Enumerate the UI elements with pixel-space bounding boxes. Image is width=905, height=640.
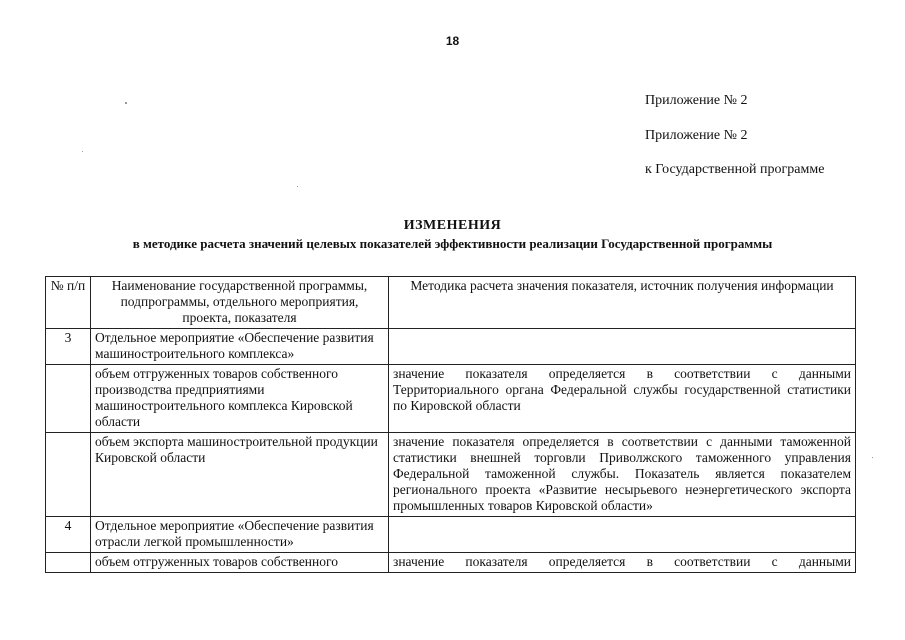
- document-title: ИЗМЕНЕНИЯ: [403, 218, 502, 233]
- row-method: значение показателя определяется в соответствии с данными Территориального органа Федеральной службы государственной статистики по Кировской области: [389, 365, 856, 433]
- row-method: значение показателя определяется в соответствии с данными таможенной статистики внешней торговли Приволжского таможенного управления Федеральной таможенной службы. Показатель является показателем регионального проекта «Развитие несырьевого неэнергетического экспорта промышленных товаров Кировской области»: [389, 433, 856, 517]
- appendix-line-2: Приложение № 2: [645, 128, 748, 143]
- table-row: [46, 433, 856, 517]
- row-num: [46, 553, 91, 573]
- scan-speck: [872, 457, 873, 458]
- row-num: [46, 365, 91, 433]
- table-row: [46, 553, 856, 573]
- changes-table: [45, 276, 856, 573]
- row-name: объем отгруженных товаров собственного производства предприятиями машиностроительного комплекса Кировской области: [91, 365, 389, 433]
- row-method: [389, 329, 856, 365]
- row-num: 4: [46, 517, 91, 553]
- table-row: [46, 329, 856, 365]
- table-header-row: [46, 277, 856, 329]
- header-name: Наименование государственной программы, подпрограммы, отдельного мероприятия, проекта, показателя: [91, 277, 389, 329]
- row-name: объем экспорта машиностроительной продукции Кировской области: [91, 433, 389, 517]
- row-num: 3: [46, 329, 91, 365]
- row-name: Отдельное мероприятие «Обеспечение развития машиностроительного комплекса»: [91, 329, 389, 365]
- page-number: 18: [445, 34, 460, 48]
- document-subtitle: в методике расчета значений целевых показателей эффективности реализации Государственной программы: [132, 236, 773, 251]
- table-row: [46, 365, 856, 433]
- appendix-line-1: Приложение № 2: [645, 93, 748, 108]
- table-row: [46, 517, 856, 553]
- header-num: № п/п: [46, 277, 91, 329]
- row-name: объем отгруженных товаров собственного: [91, 553, 389, 573]
- header-method: Методика расчета значения показателя, источник получения информации: [389, 277, 856, 329]
- row-method: [389, 517, 856, 553]
- row-method: значение показателя определяется в соответствии с данными: [389, 553, 856, 573]
- appendix-line-3: к Государственной программе: [645, 162, 825, 177]
- scan-speck: [297, 186, 298, 187]
- row-name: Отдельное мероприятие «Обеспечение развития отрасли легкой промышленности»: [91, 517, 389, 553]
- scan-speck: [125, 102, 127, 104]
- row-num: [46, 433, 91, 517]
- scan-speck: [82, 151, 83, 152]
